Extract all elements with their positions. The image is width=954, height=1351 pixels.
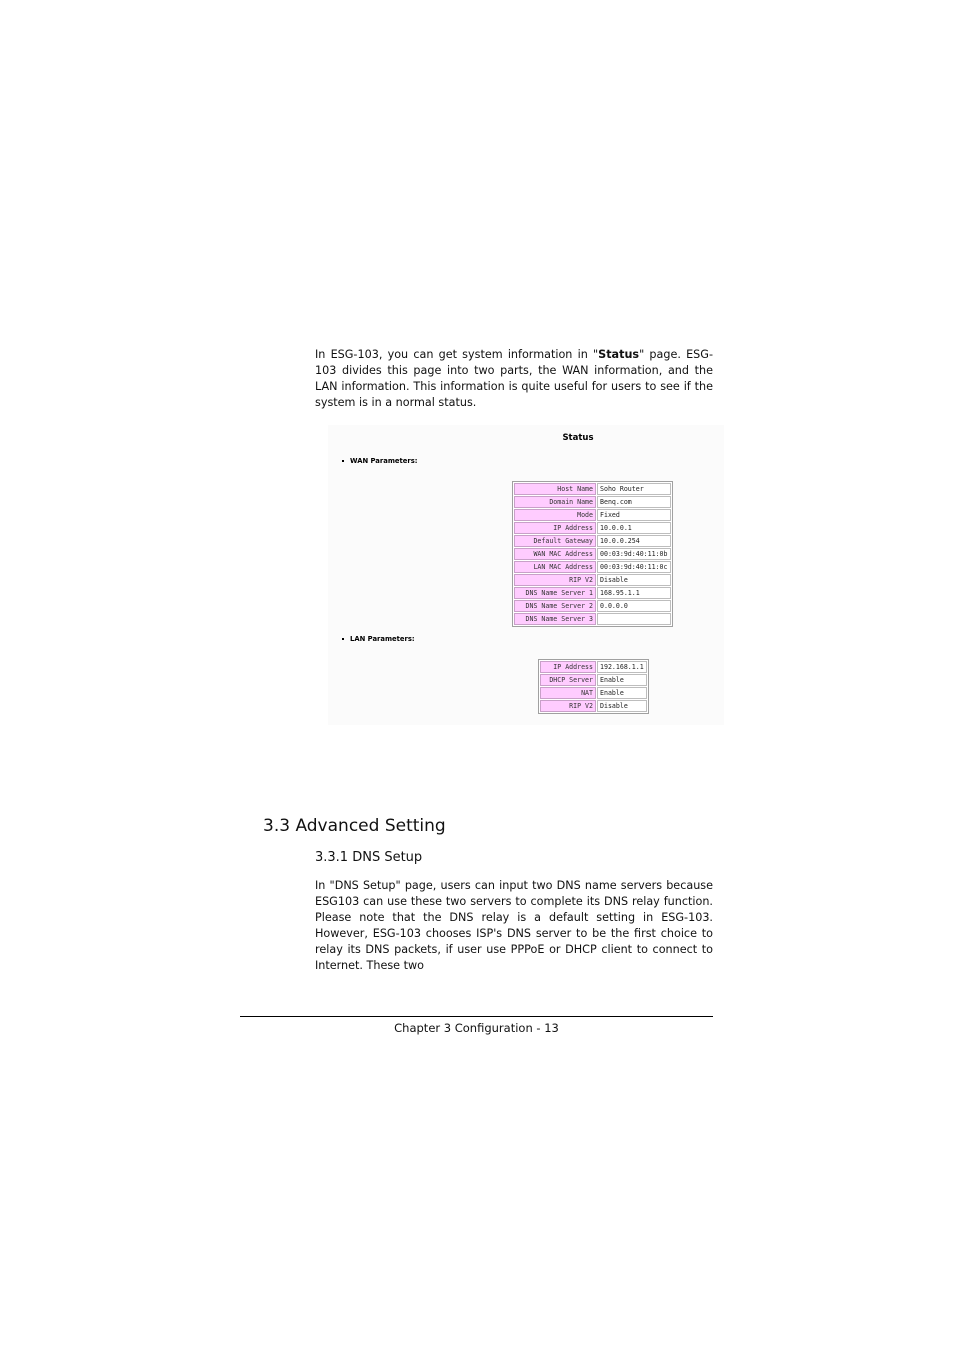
- wan-parameters-table: [512, 481, 673, 627]
- param-label: NAT: [540, 687, 596, 699]
- param-value: Fixed: [597, 509, 671, 521]
- param-label: DNS Name Server 1: [514, 587, 596, 599]
- param-label: DNS Name Server 2: [514, 600, 596, 612]
- param-label: RIP V2: [540, 700, 596, 712]
- intro-text-2: " page. ESG-103 divides this page into two parts, the WAN information, and the LAN information. This information is quite useful for users to see if the system is in a normal status.: [315, 348, 713, 409]
- wan-heading-text: WAN Parameters:: [350, 457, 418, 465]
- param-value: [597, 613, 671, 625]
- lan-heading-text: LAN Parameters:: [350, 635, 415, 643]
- bullet-dot: [342, 460, 344, 462]
- lan-parameters-table: [538, 659, 649, 714]
- param-value: 10.0.0.1: [597, 522, 671, 534]
- param-label: IP Address: [514, 522, 596, 534]
- param-label: LAN MAC Address: [514, 561, 596, 573]
- param-value: Enable: [597, 687, 647, 699]
- param-label: IP Address: [540, 661, 596, 673]
- table-row: [514, 522, 671, 534]
- table-row: [514, 613, 671, 625]
- param-label: DHCP Server: [540, 674, 596, 686]
- table-row: [540, 661, 647, 673]
- table-row: [514, 496, 671, 508]
- table-row: [514, 509, 671, 521]
- param-label: Host Name: [514, 483, 596, 495]
- status-bold: Status: [598, 348, 640, 361]
- param-value: 10.0.0.254: [597, 535, 671, 547]
- table-row: [514, 548, 671, 560]
- wan-parameters-heading: [342, 457, 418, 465]
- param-value: 00:03:9d:40:11:0c: [597, 561, 671, 573]
- param-value: Disable: [597, 700, 647, 712]
- param-label: RIP V2: [514, 574, 596, 586]
- table-row: [540, 687, 647, 699]
- table-row: [514, 535, 671, 547]
- param-value: Disable: [597, 574, 671, 586]
- table-row: [514, 587, 671, 599]
- param-value: Soho Router: [597, 483, 671, 495]
- table-row: [540, 674, 647, 686]
- table-row: [514, 561, 671, 573]
- page-footer: Chapter 3 Configuration - 13: [394, 1021, 559, 1035]
- table-row: [540, 700, 647, 712]
- param-label: WAN MAC Address: [514, 548, 596, 560]
- param-label: Default Gateway: [514, 535, 596, 547]
- table-row: [514, 483, 671, 495]
- dns-setup-paragraph: In "DNS Setup" page, users can input two DNS name servers because ESG103 can use these two servers to complete its DNS relay function. Please note that the DNS relay is a default setting in ESG-103. However, ESG-103 chooses ISP's DNS server to be the first choice to relay its DNS packets, if user use PPPoE or DHCP client to connect to Internet. These two: [315, 879, 713, 972]
- param-label: Domain Name: [514, 496, 596, 508]
- param-value: Benq.com: [597, 496, 671, 508]
- subsection-heading: 3.3.1 DNS Setup: [315, 850, 423, 865]
- param-value: 00:03:9d:40:11:0b: [597, 548, 671, 560]
- intro-paragraph: [315, 347, 713, 411]
- param-value: Enable: [597, 674, 647, 686]
- intro-text-1: In ESG-103, you can get system information in ": [315, 348, 599, 361]
- lan-parameters-heading: [342, 635, 415, 643]
- param-label: Mode: [514, 509, 596, 521]
- param-value: 192.168.1.1: [597, 661, 647, 673]
- status-title: Status: [562, 433, 594, 443]
- table-row: [514, 574, 671, 586]
- param-value: 168.95.1.1: [597, 587, 671, 599]
- status-screenshot: [328, 425, 724, 725]
- param-value: 0.0.0.0: [597, 600, 671, 612]
- table-row: [514, 600, 671, 612]
- section-heading: 3.3 Advanced Setting: [263, 816, 446, 836]
- param-label: DNS Name Server 3: [514, 613, 596, 625]
- bullet-dot: [342, 638, 344, 640]
- footer-rule: [240, 1016, 713, 1017]
